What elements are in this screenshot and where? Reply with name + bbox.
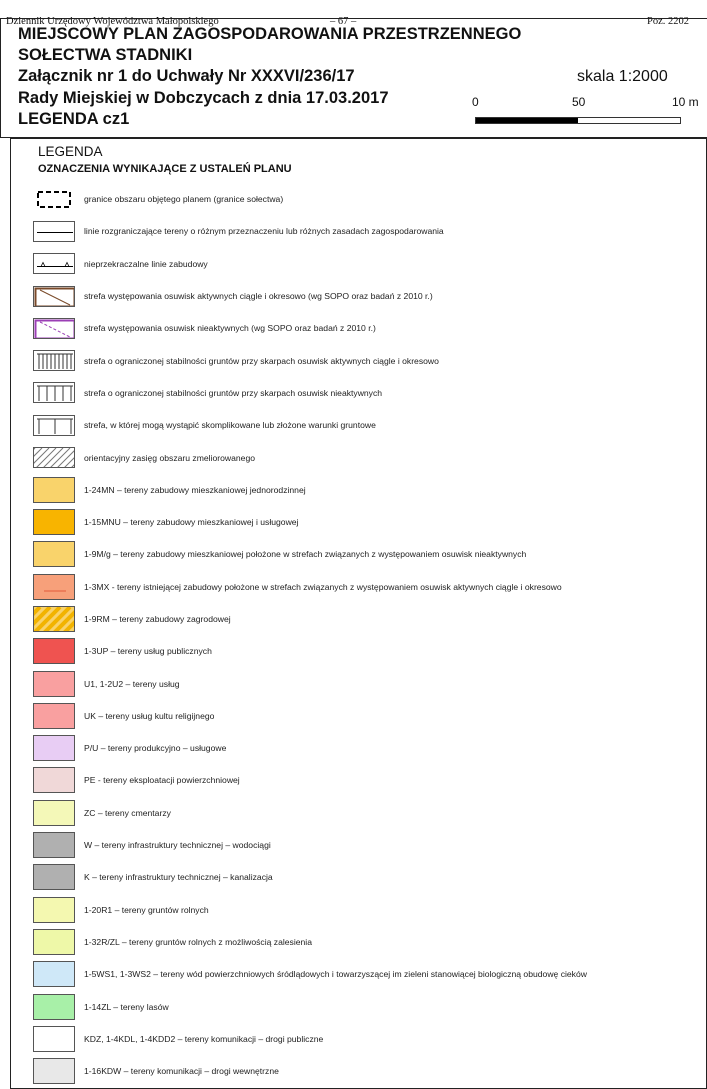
legend-symbol [33, 606, 75, 632]
legend-item [33, 861, 587, 893]
scale-tick-0: 0 [472, 95, 479, 109]
legend-label: 1-3MX - tereny istniejącej zabudowy położone w strefach związanych z występowaniem osuwisk aktywnych ciągle i okresowo [84, 581, 562, 592]
plan-subtitle: SOŁECTWA STADNIKI [18, 46, 193, 64]
legend-symbol [33, 447, 75, 468]
legend-symbol [33, 832, 75, 858]
legend-symbol [33, 897, 75, 923]
legend-list [33, 183, 587, 1087]
legend-item [33, 603, 587, 635]
legend-label: strefa o ograniczonej stabilności gruntów przy skarpach osuwisk aktywnych ciągle i okresowo [84, 355, 439, 366]
legend-label: nieprzekraczalne linie zabudowy [84, 258, 208, 269]
legend-label: U1, 1-2U2 – tereny usług [84, 678, 180, 689]
legend-symbol [33, 703, 75, 729]
scale-bar [475, 117, 681, 124]
legend-label: KDZ, 1-4KDL, 1-4KDD2 – tereny komunikacji – drogi publiczne [84, 1033, 324, 1044]
legend-item [33, 958, 587, 990]
legend-item [33, 538, 587, 570]
legend-item [33, 732, 587, 764]
legend-item [33, 312, 587, 344]
legend-symbol [33, 350, 75, 371]
legend-item [33, 377, 587, 409]
legend-label: PE - tereny eksploatacji powierzchniowej [84, 775, 240, 786]
legend-symbol [33, 929, 75, 955]
legend-label: 1-3UP – tereny usług publicznych [84, 646, 212, 657]
legend-symbol [33, 253, 75, 274]
legend-label: 1-15MNU – tereny zabudowy mieszkaniowej i usługowej [84, 517, 299, 528]
legend-label: strefa występowania osuwisk aktywnych ciągle i okresowo (wg SOPO oraz badań z 2010 r.) [84, 291, 433, 302]
legend-item [33, 280, 587, 312]
legend-symbol [33, 961, 75, 987]
legend-symbol [33, 189, 75, 210]
legend-symbol [33, 382, 75, 403]
legend-item [33, 1023, 587, 1055]
journal-header: Dziennik Urzędowy Województwa Małopolskiego [6, 16, 219, 27]
legend-symbol [33, 574, 75, 600]
legend-item [33, 667, 587, 699]
legend-symbol [33, 1058, 75, 1084]
legend-item [33, 1055, 587, 1087]
legend-symbol [33, 477, 75, 503]
scale-tick-50: 50 [572, 95, 586, 109]
legend-item [33, 894, 587, 926]
legend-symbol [33, 541, 75, 567]
legend-symbol [33, 509, 75, 535]
legend-label: strefa, w której mogą wystąpić skomplikowane lub złożone warunki gruntowe [84, 420, 376, 431]
legend-item [33, 797, 587, 829]
plan-title: MIEJSCOWY PLAN ZAGOSPODAROWANIA PRZESTRZENNEGO [18, 25, 522, 43]
legend-label: K – tereny infrastruktury technicznej – kanalizacja [84, 872, 273, 883]
legend-item [33, 344, 587, 376]
legend-label: 1-9M/g – tereny zabudowy mieszkaniowej położone w strefach związanych z występowaniem osuwisk nieaktywnych [84, 549, 527, 560]
legend-label: 1-24MN – tereny zabudowy mieszkaniowej jednorodzinnej [84, 484, 306, 495]
legend-item [33, 409, 587, 441]
legend-label: 1-16KDW – tereny komunikacji – drogi wewnętrzne [84, 1066, 279, 1077]
legend-symbol [33, 1026, 75, 1052]
legend-symbol [33, 735, 75, 761]
legend-item [33, 183, 587, 215]
legend-item [33, 215, 587, 247]
legend-item [33, 829, 587, 861]
legend-symbol [33, 864, 75, 890]
position-number: Poz. 2202 [647, 16, 689, 27]
legend-item [33, 764, 587, 796]
legend-label: orientacyjny zasięg obszaru zmeliorowanego [84, 452, 256, 463]
legend-label: 1-14ZL – tereny lasów [84, 1001, 169, 1012]
scale-bar-fill [476, 118, 578, 123]
legend-symbol [33, 221, 75, 242]
legend-label: linie rozgraniczające tereny o różnym przeznaczeniu lub różnych zasadach zagospodarowania [84, 226, 444, 237]
legend-item [33, 700, 587, 732]
attachment-title: Załącznik nr 1 do Uchwały Nr XXXVI/236/17 [18, 67, 355, 85]
legend-label: UK – tereny usług kultu religijnego [84, 710, 215, 721]
legend-item [33, 506, 587, 538]
legend-symbol [33, 286, 75, 307]
legend-item [33, 441, 587, 473]
legend-symbol [33, 318, 75, 339]
legend-label: ZC – tereny cmentarzy [84, 807, 171, 818]
page-number: – 67 – [330, 16, 357, 27]
legend-label: 1-20R1 – tereny gruntów rolnych [84, 904, 209, 915]
scale-tick-end: 10 m [672, 95, 699, 109]
legend-subheading: OZNACZENIA WYNIKAJĄCE Z USTALEŃ PLANU [38, 163, 292, 175]
legend-label: strefa o ograniczonej stabilności gruntów przy skarpach osuwisk nieaktywnych [84, 387, 383, 398]
legend-symbol [33, 800, 75, 826]
legend-label: strefa występowania osuwisk nieaktywnych (wg SOPO oraz badań z 2010 r.) [84, 323, 376, 334]
legend-label: 1-5WS1, 1-3WS2 – tereny wód powierzchniowych śródlądowych i towarzyszącej im zieleni stanowiącej biologiczną obudowę cieków [84, 969, 587, 980]
legend-heading: LEGENDA [38, 144, 103, 159]
legend-symbol [33, 767, 75, 793]
legend-item [33, 926, 587, 958]
legend-label: P/U – tereny produkcyjno – usługowe [84, 743, 227, 754]
legend-label: W – tereny infrastruktury technicznej – wodociągi [84, 840, 271, 851]
scale-label: skala 1:2000 [577, 68, 668, 85]
legend-symbol [33, 671, 75, 697]
legend-part-title: LEGENDA cz1 [18, 110, 130, 128]
legend-item [33, 635, 587, 667]
legend-label: 1-32R/ZL – tereny gruntów rolnych z możliwością zalesienia [84, 936, 312, 947]
council-date: Rady Miejskiej w Dobczycach z dnia 17.03.2017 [18, 89, 389, 107]
legend-item [33, 571, 587, 603]
legend-symbol [33, 994, 75, 1020]
legend-symbol [33, 415, 75, 436]
legend-item [33, 474, 587, 506]
legend-label: granice obszaru objętego planem (granice sołectwa) [84, 194, 284, 205]
legend-symbol [33, 638, 75, 664]
legend-label: 1-9RM – tereny zabudowy zagrodowej [84, 614, 231, 624]
legend-item [33, 248, 587, 280]
legend-item [33, 990, 587, 1022]
